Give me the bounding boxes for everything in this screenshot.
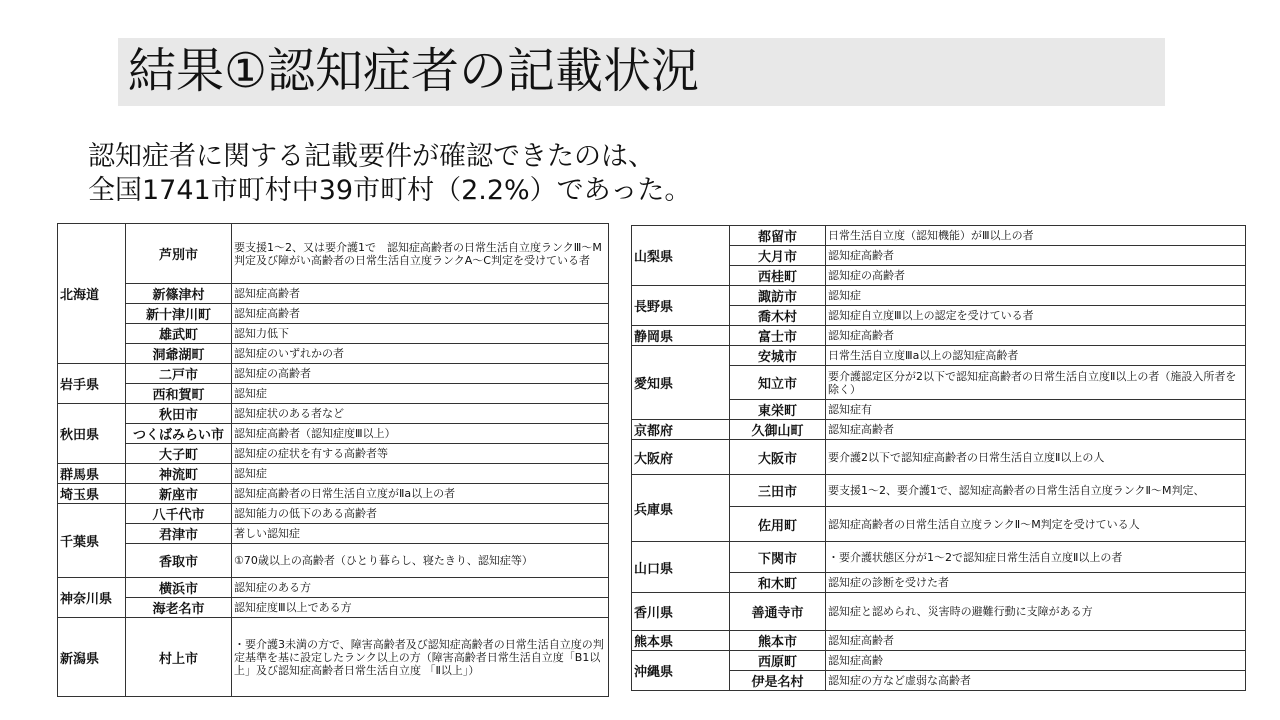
condition-cell: 日常生活自立度Ⅲa以上の認知症高齢者 [826,346,1246,366]
condition-cell: 認知症 [826,286,1246,306]
condition-cell: 日常生活自立度（認知機能）がⅢ以上の者 [826,226,1246,246]
prefecture-cell: 香川県 [632,593,730,631]
municipality-cell: 村上市 [126,618,232,697]
municipality-cell: 和木町 [730,573,826,593]
municipality-cell: 洞爺湖町 [126,344,232,364]
municipality-cell: 八千代市 [126,504,232,524]
table-row [58,364,609,384]
table-row [58,464,609,484]
municipality-cell: 久御山町 [730,420,826,440]
prefecture-cell: 静岡県 [632,326,730,346]
municipality-cell: 香取市 [126,544,232,578]
table-row [58,578,609,598]
condition-cell: 認知症高齢者 [826,326,1246,346]
table-row [58,544,609,578]
condition-cell: 認知症高齢 [826,651,1246,671]
municipality-cell: つくばみらい市 [126,424,232,444]
municipality-cell: 熊本市 [730,631,826,651]
table-row [58,598,609,618]
municipality-cell: 神流町 [126,464,232,484]
condition-cell: 認知症 [232,384,609,404]
prefecture-cell: 岩手県 [58,364,126,404]
municipality-cell: 伊是名村 [730,671,826,691]
condition-cell: 認知症高齢者 [232,304,609,324]
condition-cell: 認知症自立度Ⅲ以上の認定を受けている者 [826,306,1246,326]
municipality-cell: 横浜市 [126,578,232,598]
condition-cell: 認知症度Ⅲ以上である方 [232,598,609,618]
title-bar [118,38,1165,106]
municipality-cell: 大阪市 [730,440,826,475]
table-row [632,475,1246,507]
table-row [58,224,609,284]
municipality-cell: 安城市 [730,346,826,366]
municipality-cell: 東栄町 [730,400,826,420]
condition-cell: 要支援1～2、要介護1で、認知症高齢者の日常生活自立度ランクⅡ～M判定、 [826,475,1246,507]
municipality-cell: 新座市 [126,484,232,504]
table-row [632,346,1246,366]
table-row [58,384,609,404]
condition-cell: 認知症の方など虚弱な高齢者 [826,671,1246,691]
right-municipality-table [631,225,1246,691]
condition-cell: 認知症の症状を有する高齢者等 [232,444,609,464]
table-row [58,444,609,464]
prefecture-cell: 神奈川県 [58,578,126,618]
municipality-cell: 大月市 [730,246,826,266]
municipality-cell: 大子町 [126,444,232,464]
condition-cell: 認知症高齢者 [232,284,609,304]
municipality-cell: 富士市 [730,326,826,346]
prefecture-cell: 山梨県 [632,226,730,286]
prefecture-cell: 大阪府 [632,440,730,475]
condition-cell: 認知症高齢者の日常生活自立度がⅡa以上の者 [232,484,609,504]
prefecture-cell: 沖縄県 [632,651,730,691]
condition-cell: 認知力低下 [232,324,609,344]
condition-cell: 認知症の高齢者 [232,364,609,384]
prefecture-cell: 群馬県 [58,464,126,484]
municipality-cell: 佐用町 [730,507,826,542]
municipality-cell: 都留市 [730,226,826,246]
table-row [58,284,609,304]
table-row [632,542,1246,573]
municipality-cell: 海老名市 [126,598,232,618]
prefecture-cell: 熊本県 [632,631,730,651]
table-row [58,524,609,544]
summary-line-2: 全国1741市町村中39市町村（2.2%）であった。 [88,175,692,206]
table-row [58,484,609,504]
prefecture-cell: 京都府 [632,420,730,440]
summary-text [88,140,691,208]
table-row [58,424,609,444]
condition-cell: 認知症状のある者など [232,404,609,424]
condition-cell: ・要介護3未満の方で、障害高齢者及び認知症高齢者の日常生活自立度の判定基準を基に設定したランク以上の方（障害高齢者日常生活自立度「B1以上」及び認知症高齢者日常生活自立度 「Ⅱ以上」） [232,618,609,697]
municipality-cell: 新篠津村 [126,284,232,304]
condition-cell: 認知能力の低下のある高齢者 [232,504,609,524]
condition-cell: 認知症のいずれかの者 [232,344,609,364]
municipality-cell: 新十津川町 [126,304,232,324]
table-row [58,404,609,424]
municipality-cell: 喬木村 [730,306,826,326]
municipality-cell: 雄武町 [126,324,232,344]
municipality-cell: 西原町 [730,651,826,671]
table-row [632,631,1246,651]
prefecture-cell: 長野県 [632,286,730,326]
table-row [632,326,1246,346]
condition-cell: 認知症高齢者 [826,246,1246,266]
condition-cell: 認知症高齢者の日常生活自立度ランクⅡ～M判定を受けている人 [826,507,1246,542]
condition-cell: ・要介護状態区分が1～2で認知症日常生活自立度Ⅱ以上の者 [826,542,1246,573]
table-row [58,344,609,364]
municipality-cell: 西桂町 [730,266,826,286]
condition-cell: 認知症 [232,464,609,484]
condition-cell: 要支援1～2、又は要介護1で 認知症高齢者の日常生活自立度ランクⅢ～M判定及び障がい高齢者の日常生活自立度ランクA～C判定を受けている者 [232,224,609,284]
prefecture-cell: 埼玉県 [58,484,126,504]
condition-cell: 認知症の診断を受けた者 [826,573,1246,593]
table-row [58,304,609,324]
table-row [632,226,1246,246]
table-row [58,504,609,524]
condition-cell: 認知症と認められ、災害時の避難行動に支障がある方 [826,593,1246,631]
prefecture-cell: 千葉県 [58,504,126,578]
condition-cell: 著しい認知症 [232,524,609,544]
prefecture-cell: 北海道 [58,224,126,364]
table-row [632,593,1246,631]
table-row [58,324,609,344]
prefecture-cell: 秋田県 [58,404,126,464]
prefecture-cell: 新潟県 [58,618,126,697]
municipality-cell: 芦別市 [126,224,232,284]
municipality-cell: 西和賀町 [126,384,232,404]
left-municipality-table [57,223,609,697]
prefecture-cell: 山口県 [632,542,730,593]
page-title: 結果①認知症者の記載状況 [128,43,700,99]
municipality-cell: 君津市 [126,524,232,544]
municipality-cell: 善通寺市 [730,593,826,631]
municipality-cell: 知立市 [730,366,826,400]
table-row [632,420,1246,440]
condition-cell: 要介護2以下で認知症高齢者の日常生活自立度Ⅱ以上の人 [826,440,1246,475]
condition-cell: 認知症高齢者 [826,631,1246,651]
prefecture-cell: 兵庫県 [632,475,730,542]
municipality-cell: 三田市 [730,475,826,507]
condition-cell: 要介護認定区分が2以下で認知症高齢者の日常生活自立度Ⅱ以上の者（施設入所者を除く） [826,366,1246,400]
municipality-cell: 二戸市 [126,364,232,384]
condition-cell: 認知症高齢者（認知症度Ⅲ以上） [232,424,609,444]
municipality-cell: 諏訪市 [730,286,826,306]
municipality-cell: 秋田市 [126,404,232,424]
condition-cell: 認知症有 [826,400,1246,420]
table-row [632,286,1246,306]
condition-cell: 認知症のある方 [232,578,609,598]
summary-line-1: 認知症者に関する記載要件が確認できたのは、 [88,141,655,172]
table-row [632,440,1246,475]
condition-cell: 認知症高齢者 [826,420,1246,440]
condition-cell: ①70歳以上の高齢者（ひとり暮らし、寝たきり、認知症等） [232,544,609,578]
table-row [632,651,1246,671]
condition-cell: 認知症の高齢者 [826,266,1246,286]
table-row [58,618,609,697]
prefecture-cell: 愛知県 [632,346,730,420]
municipality-cell: 下関市 [730,542,826,573]
